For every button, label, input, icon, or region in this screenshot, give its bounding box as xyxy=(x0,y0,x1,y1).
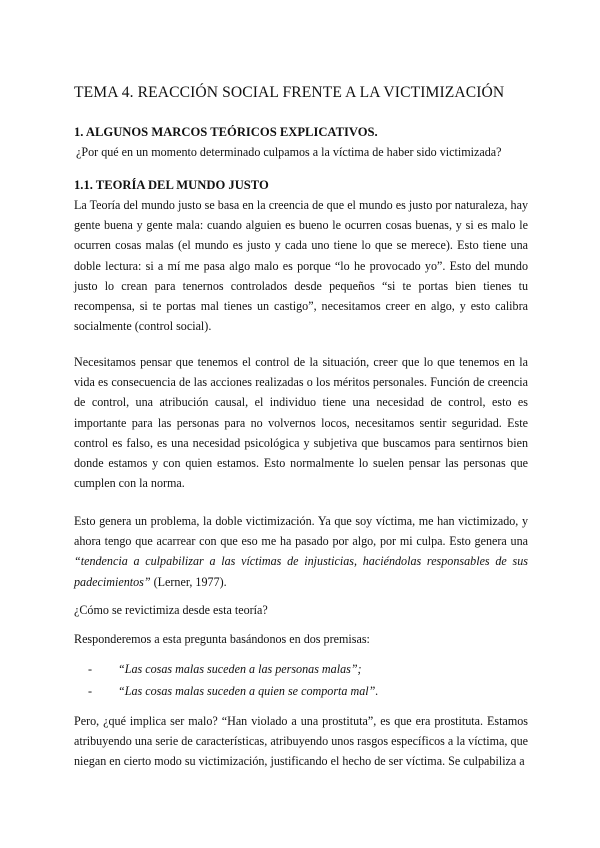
list-item xyxy=(88,659,378,681)
paragraph-1: La Teoría del mundo justo se basa en la creencia de que el mundo es justo por naturaleza, hay gente buena y gente mala: cuando alguien es bueno le ocurren cosas buenas, y si es malo le ocurren cosas malas (el mundo es justo y cada uno tiene lo que se merece). Esto tiene una doble lectura: si a mí me pasa algo malo es porque “lo he provocado yo”. Esto del mundo justo lo crean para tenernos controlados desde pequeños “si te portas bien tienes tu recompensa, si te portas mal tienes un castigo”, necesitamos creer en algo, y esto calibra socialmente (control social). xyxy=(74,198,528,334)
premise-text: “Las cosas malas suceden a quien se comporta mal”. xyxy=(118,684,379,698)
list-dash: - xyxy=(88,684,93,698)
list-dash: - xyxy=(88,662,93,676)
premises-list xyxy=(88,659,378,703)
paragraph-3-start: Esto genera un problema, la doble victimización. Ya que soy víctima, me han victimizado, y ahora tengo que acarrear con que eso me ha pasado por algo, por mi culpa. Esto genera una xyxy=(74,514,528,549)
paragraph-2: Necesitamos pensar que tenemos el control de la situación, creer que lo que tenemos en la vida es consecuencia de las acciones realizadas o los méritos personales. Función de creencia de control, una atribución causal, el individuo tiene una necesidad de control, esto es importante para las personas para no volvernos locos, necesitamos sentir seguridad. Este control es falso, es una necesidad psicológica y subjetiva que buscamos para sentirnos bien donde estamos y con quien estamos. Esto normalmente lo suelen pensar las personas que cumplen con la norma. xyxy=(74,355,528,491)
list-item xyxy=(88,681,378,703)
paragraph-3-citation: (Lerner, 1977). xyxy=(150,574,227,589)
section-question: ¿Por qué en un momento determinado culpamos a la víctima de haber sido victimizada? xyxy=(76,145,502,159)
premises-intro: Responderemos a esta pregunta basándonos en dos premisas: xyxy=(74,632,370,646)
section-heading-1-1: 1.1. TEORÍA DEL MUNDO JUSTO xyxy=(74,178,269,192)
premise-text: “Las cosas malas suceden a las personas malas”; xyxy=(118,662,362,676)
section-heading-1: 1. ALGUNOS MARCOS TEÓRICOS EXPLICATIVOS. xyxy=(74,125,378,139)
paragraph-3 xyxy=(74,511,528,592)
revictimization-question: ¿Cómo se revictimiza desde esta teoría? xyxy=(74,603,268,617)
paragraph-4: Pero, ¿qué implica ser malo? “Han violado a una prostituta”, es que era prostituta. Estamos atribuyendo una serie de características, atribuyendo unos rasgos específicos a la víctima, que niegan en cierto modo su victimización, justificando el hecho de ser víctima. Se culpabiliza a xyxy=(74,714,528,769)
document-title: TEMA 4. REACCIÓN SOCIAL FRENTE A LA VICTIMIZACIÓN xyxy=(74,84,505,101)
lerner-quote: “tendencia a culpabilizar a las víctimas de injusticias, haciéndolas responsables de sus padecimientos” xyxy=(74,554,528,589)
